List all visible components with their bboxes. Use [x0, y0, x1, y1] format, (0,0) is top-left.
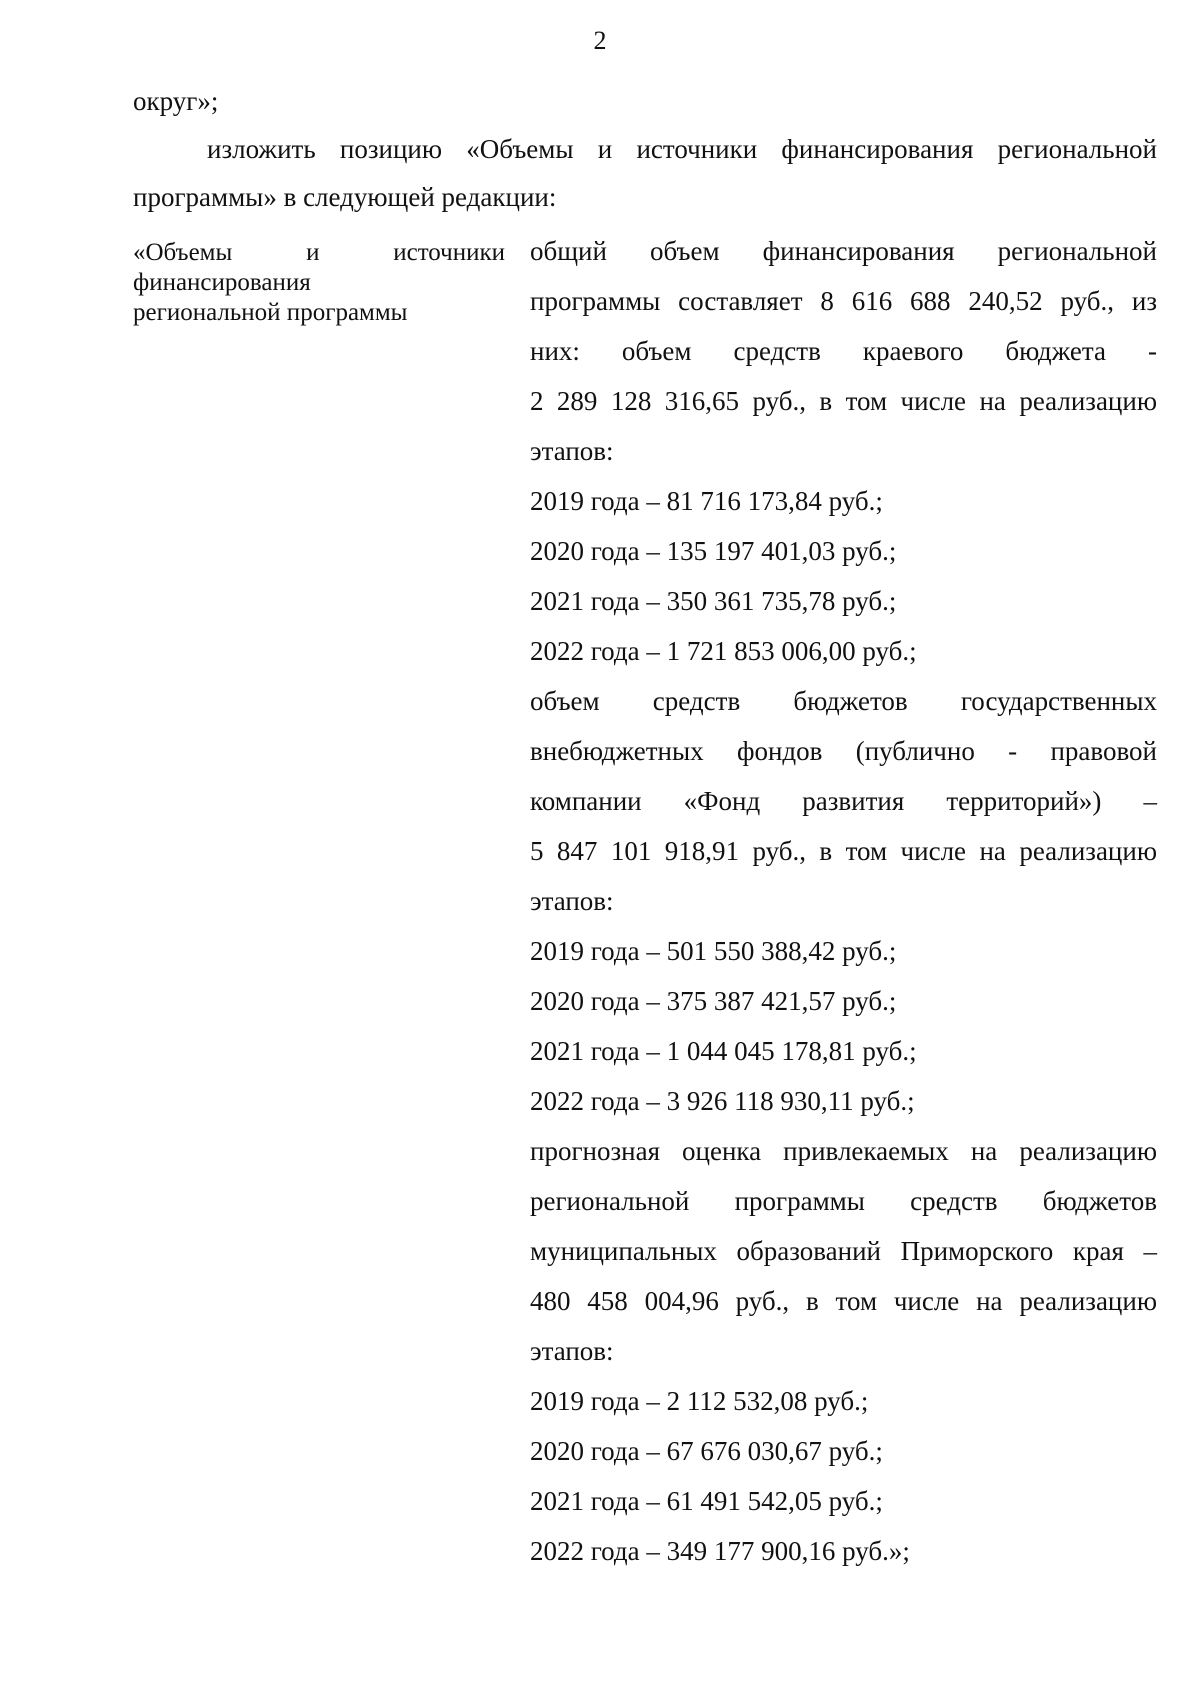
right-line: 2020 года – 375 387 421,57 руб.; [530, 986, 897, 1016]
right-line: программы составляет 8 616 688 240,52 руб., из [530, 286, 1157, 316]
right-line: 2019 года – 81 716 173,84 руб.; [530, 486, 883, 516]
intro-line-2: изложить позицию «Объемы и источники финансирования региональной [207, 134, 1157, 164]
right-line: 2021 года – 1 044 045 178,81 руб.; [530, 1036, 917, 1066]
left-cell-line-3: региональной программы [133, 299, 408, 326]
intro-line-1: округ»; [133, 86, 219, 116]
right-line: 2 289 128 316,65 руб., в том числе на реализацию [530, 386, 1157, 416]
right-line: 5 847 101 918,91 руб., в том числе на реализацию [530, 836, 1157, 866]
right-line: этапов: [530, 886, 614, 916]
right-line: муниципальных образований Приморского края – [530, 1236, 1157, 1266]
right-line: 2019 года – 501 550 388,42 руб.; [530, 936, 897, 966]
right-line: 2020 года – 135 197 401,03 руб.; [530, 536, 897, 566]
intro-line-3: программы» в следующей редакции: [133, 182, 557, 212]
right-line: 2021 года – 350 361 735,78 руб.; [530, 586, 897, 616]
right-line: 2022 года – 3 926 118 930,11 руб.; [530, 1086, 915, 1116]
right-line: 2021 года – 61 491 542,05 руб.; [530, 1486, 883, 1516]
right-line: 480 458 004,96 руб., в том числе на реализацию [530, 1286, 1157, 1316]
left-cell-line-2: финансирования [133, 269, 311, 296]
right-line: 2019 года – 2 112 532,08 руб.; [530, 1386, 869, 1416]
right-line: объем средств бюджетов государственных [530, 686, 1157, 716]
right-line: этапов: [530, 436, 614, 466]
right-line: внебюджетных фондов (публично - правовой [530, 736, 1157, 766]
right-line: 2020 года – 67 676 030,67 руб.; [530, 1436, 883, 1466]
left-cell-line-1: «Объемы и источники [133, 239, 505, 266]
right-line: этапов: [530, 1336, 614, 1366]
right-line: них: объем средств краевого бюджета - [530, 336, 1157, 366]
right-line: прогнозная оценка привлекаемых на реализацию [530, 1136, 1157, 1166]
page-number: 2 [593, 26, 607, 55]
right-line: компании «Фонд развития территорий») – [530, 786, 1157, 816]
right-line: региональной программы средств бюджетов [530, 1186, 1157, 1216]
right-line: общий объем финансирования региональной [530, 236, 1157, 266]
right-line: 2022 года – 349 177 900,16 руб.»; [530, 1536, 910, 1566]
table-left-cell [133, 238, 505, 328]
right-line: 2022 года – 1 721 853 006,00 руб.; [530, 636, 917, 666]
